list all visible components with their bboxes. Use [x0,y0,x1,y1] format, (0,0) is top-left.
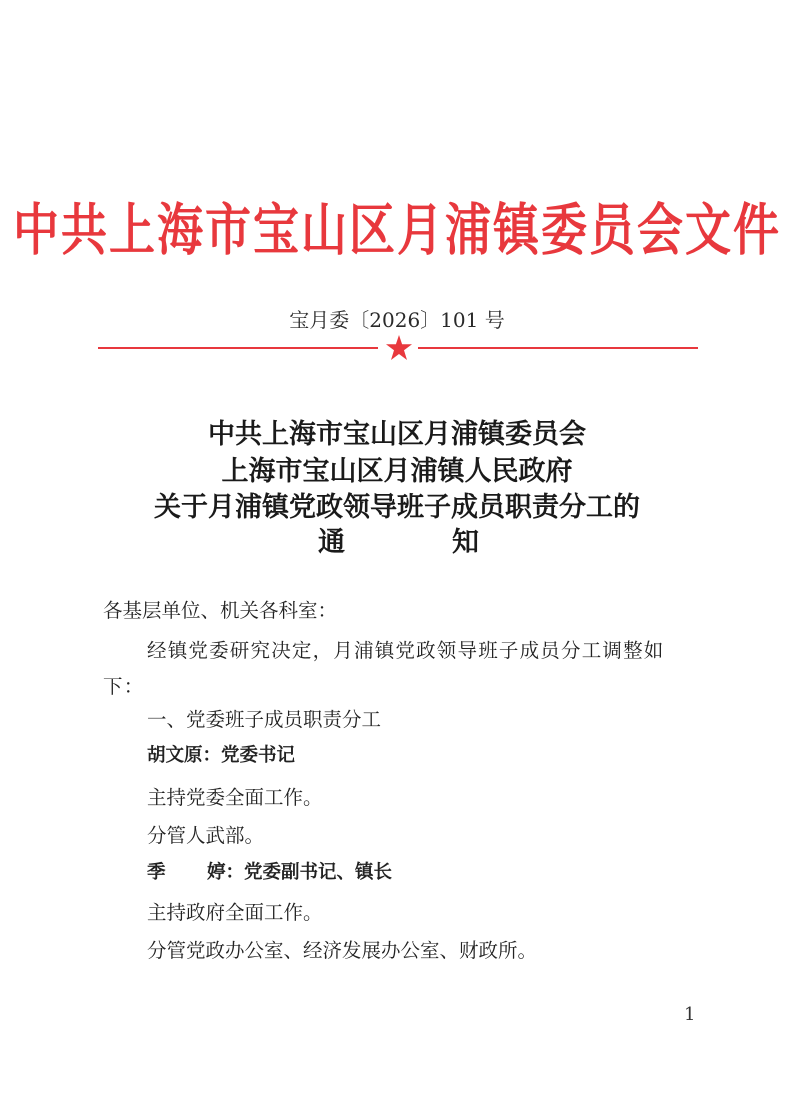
person-2-name-char: 季 [147,862,166,883]
title-line-3: 关于月浦镇党政领导班子成员职责分工的 [154,492,640,523]
title-char-tong: 通 [318,527,345,558]
person-1-duty-1: 主持党委全面工作。 [147,786,323,809]
red-star-icon [385,334,413,362]
red-masthead: 中共上海市宝山区月浦镇委员会文件 [13,196,781,263]
person-2-duty-2: 分管党政办公室、经济发展办公室、财政所。 [147,939,538,962]
person-2-duty-1: 主持政府全面工作。 [147,901,323,924]
page-number: 1 [684,1004,696,1025]
title-char-zhi: 知 [452,527,479,558]
intro-paragraph: 经镇党委研究决定，月浦镇党政领导班子成员分工调整如下： [103,639,665,698]
person-2-name [147,860,392,886]
red-rule-right [418,347,698,349]
salutation: 各基层单位、机关各科室： [103,599,338,622]
document-number: 宝月委〔2026〕101 号 [289,308,505,332]
person-2-name-rest: 婷：党委副书记、镇长 [207,862,393,883]
person-1-duty-2: 分管人武部。 [147,824,265,847]
title-line-2: 上海市宝山区月浦镇人民政府 [221,456,573,487]
title-line-1: 中共上海市宝山区月浦镇委员会 [208,419,586,450]
section-heading: 一、党委班子成员职责分工 [147,708,382,731]
person-1-name: 胡文原：党委书记 [147,745,296,766]
red-rule-left [98,347,378,349]
